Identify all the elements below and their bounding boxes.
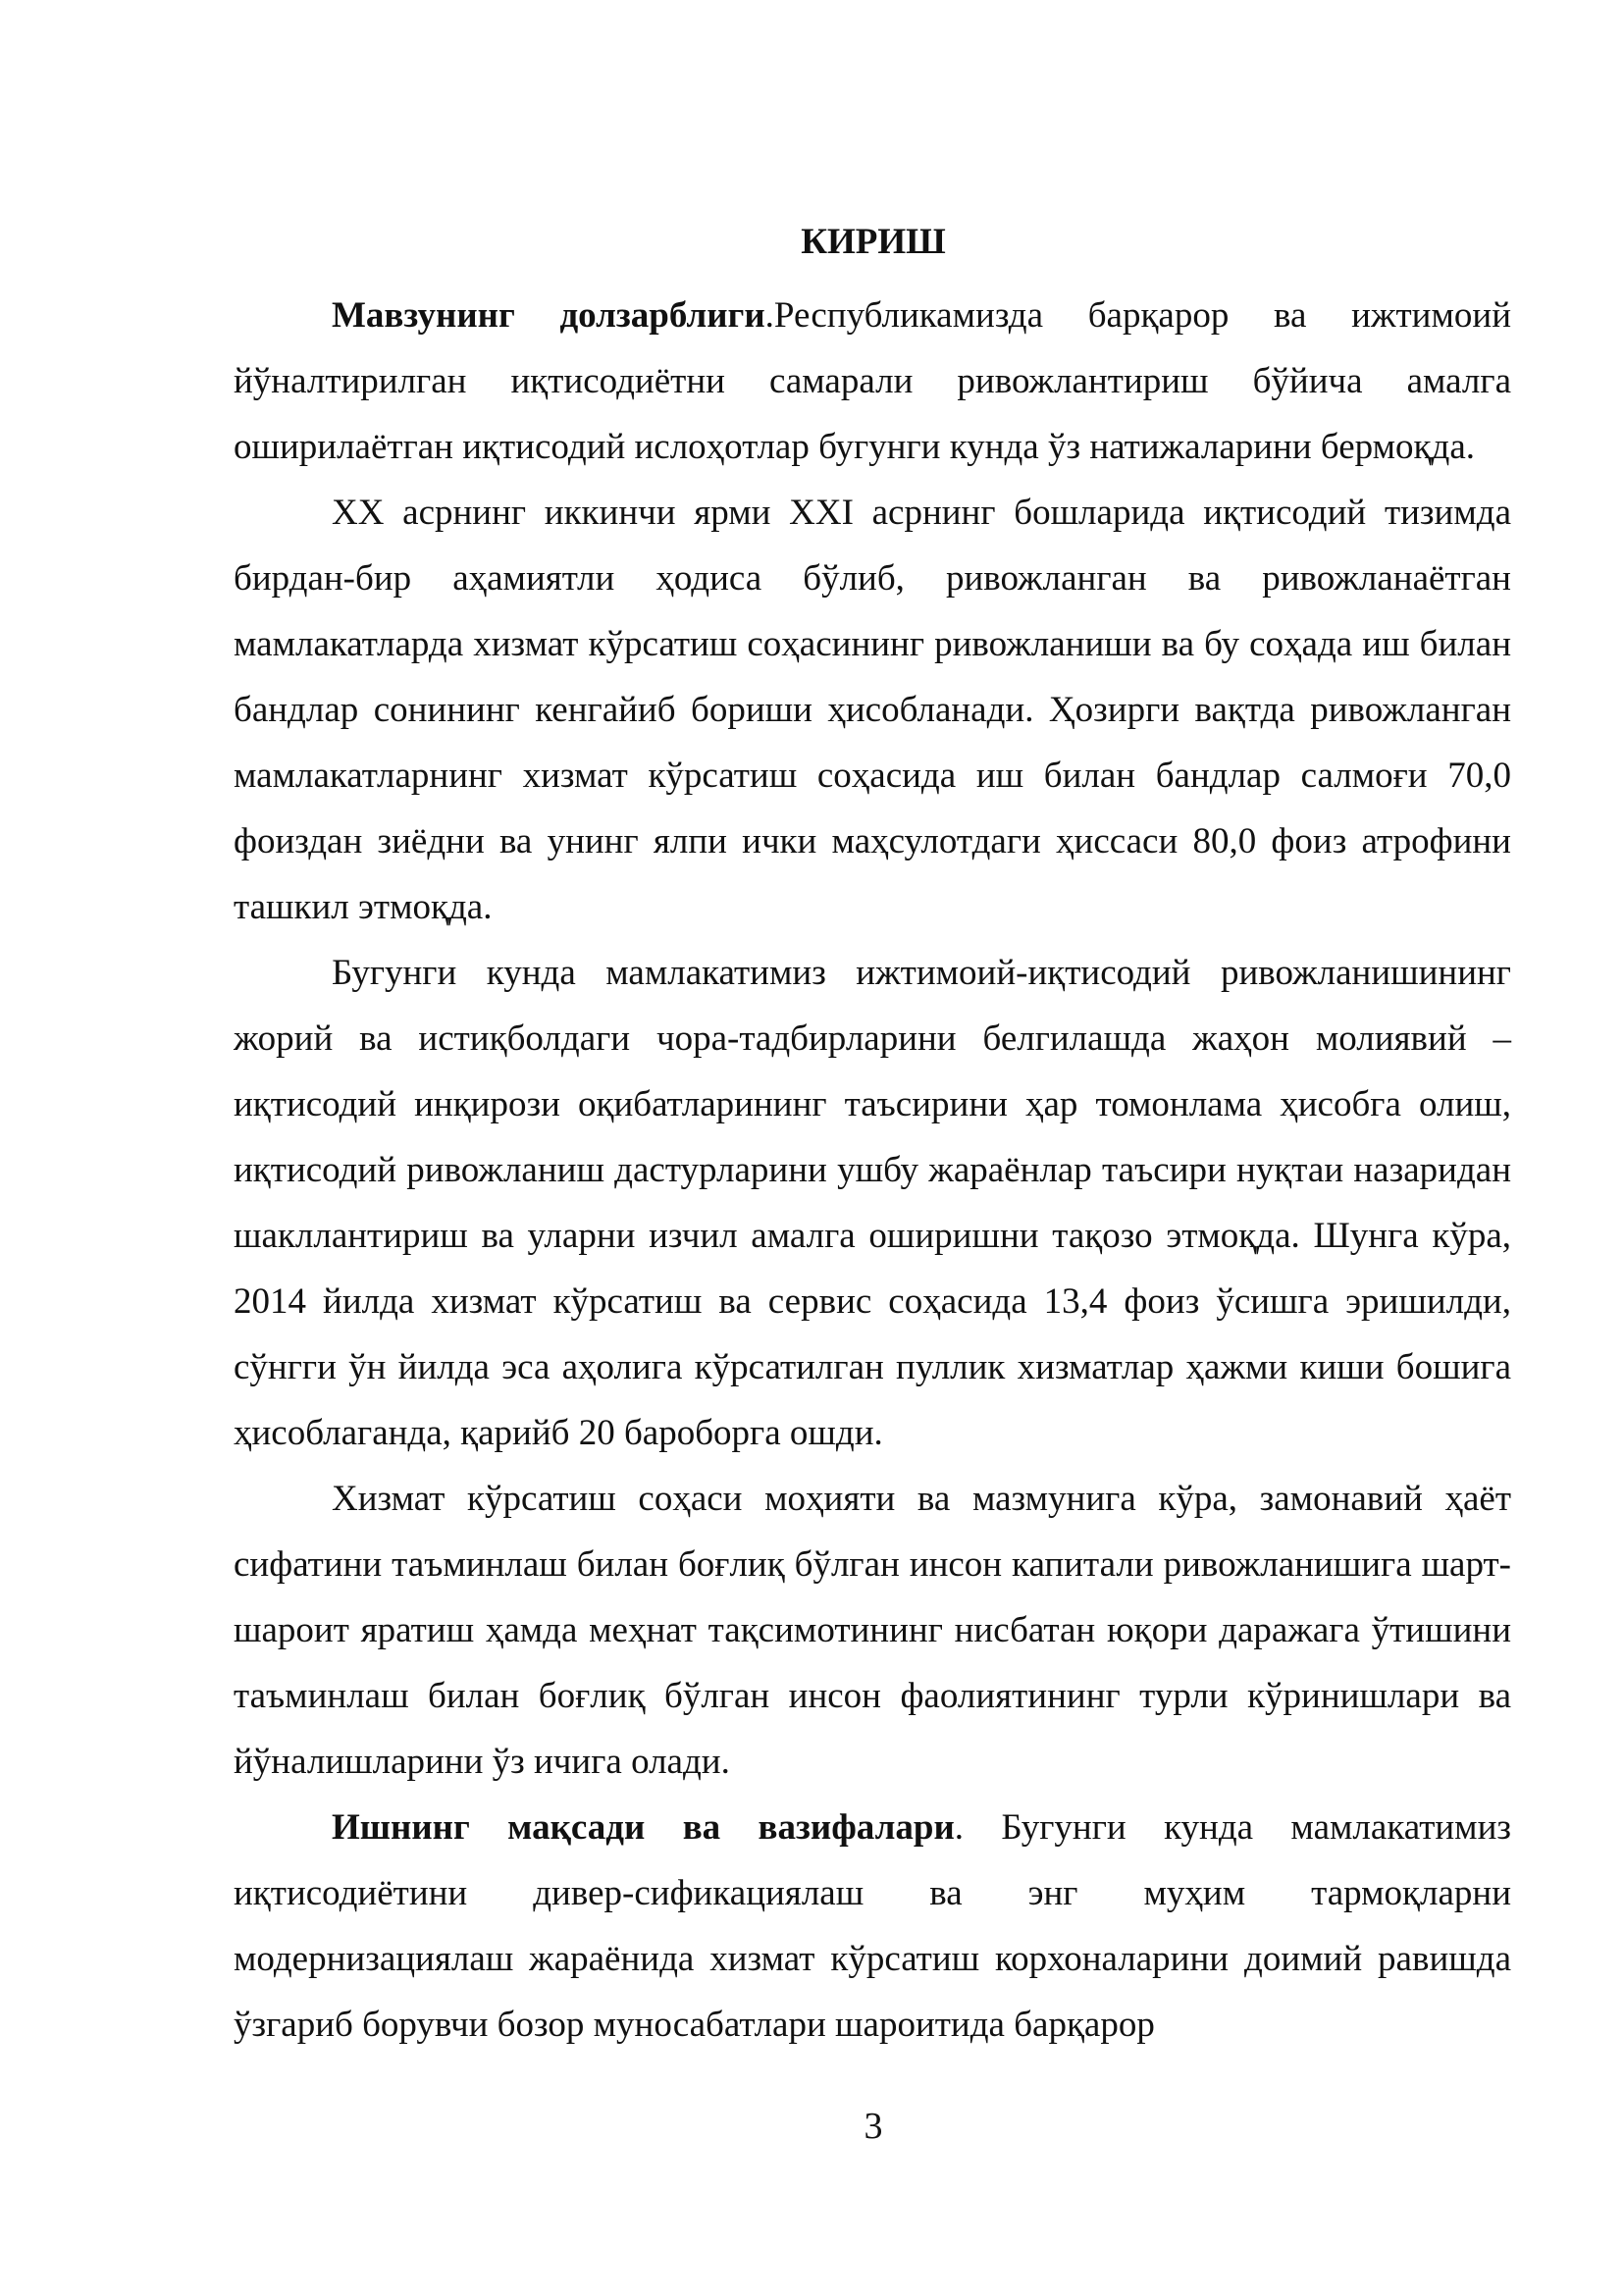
paragraph-goals xyxy=(234,1795,1511,2058)
body-text xyxy=(234,283,1511,2058)
paragraph-text: Бугунги кунда мамлакатимиз ижтимоий-иқтисодий ривожланишининг жорий ва истиқболдаги чора-тадбирларини белгилашда жаҳон молиявий – иқтисодий инқирози оқибатларининг таъсирини ҳар томонлама ҳисобга олиш, иқтисодий ривожланиш дастурларини ушбу жараёнлар таъсири нуқтаи назаридан шакллантириш ва уларни изчил амалга оширишни тақозо этмоқда. Шунга кўра, 2014 йилда хизмат кўрсатиш ва сервис соҳасида 13,4 фоиз ўсишга эришилди, сўнгги ўн йилда эса аҳолига кўрсатилган пуллик хизматлар ҳажми киши бошига ҳисоблаганда, қарийб 20 бароборга ошди. xyxy=(234,953,1511,1453)
paragraph-relevance xyxy=(234,283,1511,480)
paragraph-service-essence xyxy=(234,1466,1511,1795)
paragraph-lead: Ишнинг мақсади ва вазифалари xyxy=(332,1807,955,1848)
page-number: 3 xyxy=(864,2106,883,2147)
paragraph-text: . Бугунги кунда мамлакатимиз иқтисодиётини дивер-сификациялаш ва энг муҳим тармоқларни модернизациялаш жараёнида хизмат кўрсатиш корхоналарини доимий равишда ўзгариб борувчи бозор муносабатлари шароитида барқарор xyxy=(234,1807,1511,2045)
paragraph-text: .Республикамизда барқарор ва ижтимоий йўналтирилган иқтисодиётни самарали ривожлантириш бўйича амалга оширилаётган иқтисодий ислоҳотлар бугунги кунда ўз натижаларини бермоқда. xyxy=(234,295,1511,467)
paragraph-lead: Мавзунинг долзарблиги xyxy=(332,295,765,336)
paragraph-service-sector xyxy=(234,480,1511,940)
page-title: КИРИШ xyxy=(801,222,946,262)
paragraph-text: Хизмат кўрсатиш соҳаси моҳияти ва мазмунига кўра, замонавий ҳаёт сифатини таъминлаш билан боғлиқ бўлган инсон капитали ривожланишига шарт-шароит яратиш ҳамда меҳнат тақсимотининг нисбатан юқори даражага ўтишини таъминлаш билан боғлиқ бўлган инсон фаолиятининг турли кўринишлари ва йўналишларини ўз ичига олади. xyxy=(234,1479,1511,1782)
paragraph-text: XX асрнинг иккинчи ярми XXI асрнинг бошларида иқтисодий тизимда бирдан-бир аҳамиятли ҳодиса бўлиб, ривожланган ва ривожланаётган мамлакатларда хизмат кўрсатиш соҳасининг ривожланиши ва бу соҳада иш билан бандлар сонининг кенгайиб бориши ҳисобланади. Ҳозирги вақтда ривожланган мамлакатларнинг хизмат кўрсатиш соҳасида иш билан бандлар салмоғи 70,0 фоиздан зиёдни ва унинг ялпи ички маҳсулотдаги ҳиссаси 80,0 фоиз атрофини ташкил этмоқда. xyxy=(234,493,1511,927)
paragraph-economic-development xyxy=(234,940,1511,1466)
